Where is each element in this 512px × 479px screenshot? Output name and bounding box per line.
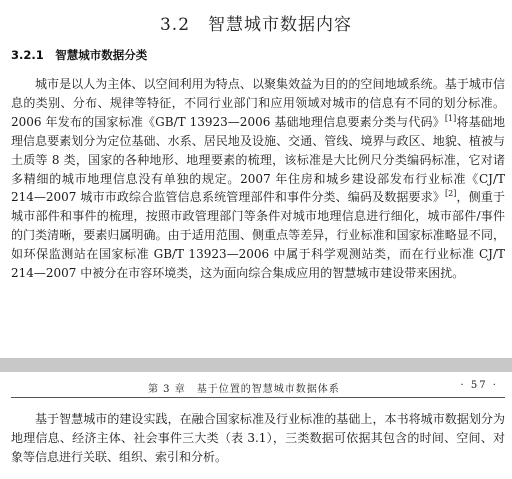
page-break-divider (0, 358, 512, 372)
paragraph-1-text-c: ，侧重于城市部件和事件的梳理，按照市政管理部门等条件对城市地理信息进行细化，城市部件/事件的门类清晰，要素归属明确。由于适用范围、侧重点等差异，行业标准和国家标准略显不同，如环保监测站在国家标准 GB/T 13923—2006 中属于科学观测站类，而在行业标准 CJ/T 214—2007 中被分在市容环境类，这为面向综合集成应用的智慧城市建设带来困扰。 (11, 190, 505, 281)
paragraph-1-text-a: 城市是以人为主体、以空间利用为特点、以聚集效益为目的的空间地域系统。基于城市信息的类别、分布、规律等特征，不同行业部门和应用领域对城市的信息有不同的划分标准。2006 年发布的国家标准《GB/T 13923—2006 基础地理信息要素分类与代码》 (11, 77, 505, 129)
section-title: 3.2 智慧城市数据内容 (159, 15, 353, 35)
subsection-title: 3.2.1 智慧城市数据分类 (11, 48, 148, 62)
reference-marker-2[interactable]: [2] (445, 189, 457, 199)
reference-marker-1[interactable]: [1] (444, 113, 457, 123)
body-paragraph-2: 基于智慧城市的建设实践，在融合国家标准及行业标准的基础上，本书将城市数据划分为地理信息、经济主体、社会事件三大类（表 3.1），三类数据可依据其包含的时间、空间、对象等信息进行关联、组织、索引和分析。 (11, 412, 505, 464)
running-head-chapter: 第 3 章 基于位置的智慧城市数据体系 (148, 384, 340, 395)
running-head (0, 380, 512, 396)
paragraph-1-text-b: 将基础地理信息要素划分为定位基础、水系、居民地及设施、交通、管线、境界与政区、地貌、植被与土质等 8 类，国家的各种地形、地理要素的梳理，该标准是大比例尺分类编码标准，它对诸多精细的城市地理信息没有单独的规定。2007 年住房和城乡建设部发布行业标准《CJ/T 214—2007 城市市政综合监管信息系统管理部件和事件分类、编码及数据要求》 (11, 114, 505, 205)
body-paragraph-1 (11, 75, 505, 283)
running-head-rule (11, 397, 505, 398)
page-number: · 57 · (460, 380, 498, 391)
